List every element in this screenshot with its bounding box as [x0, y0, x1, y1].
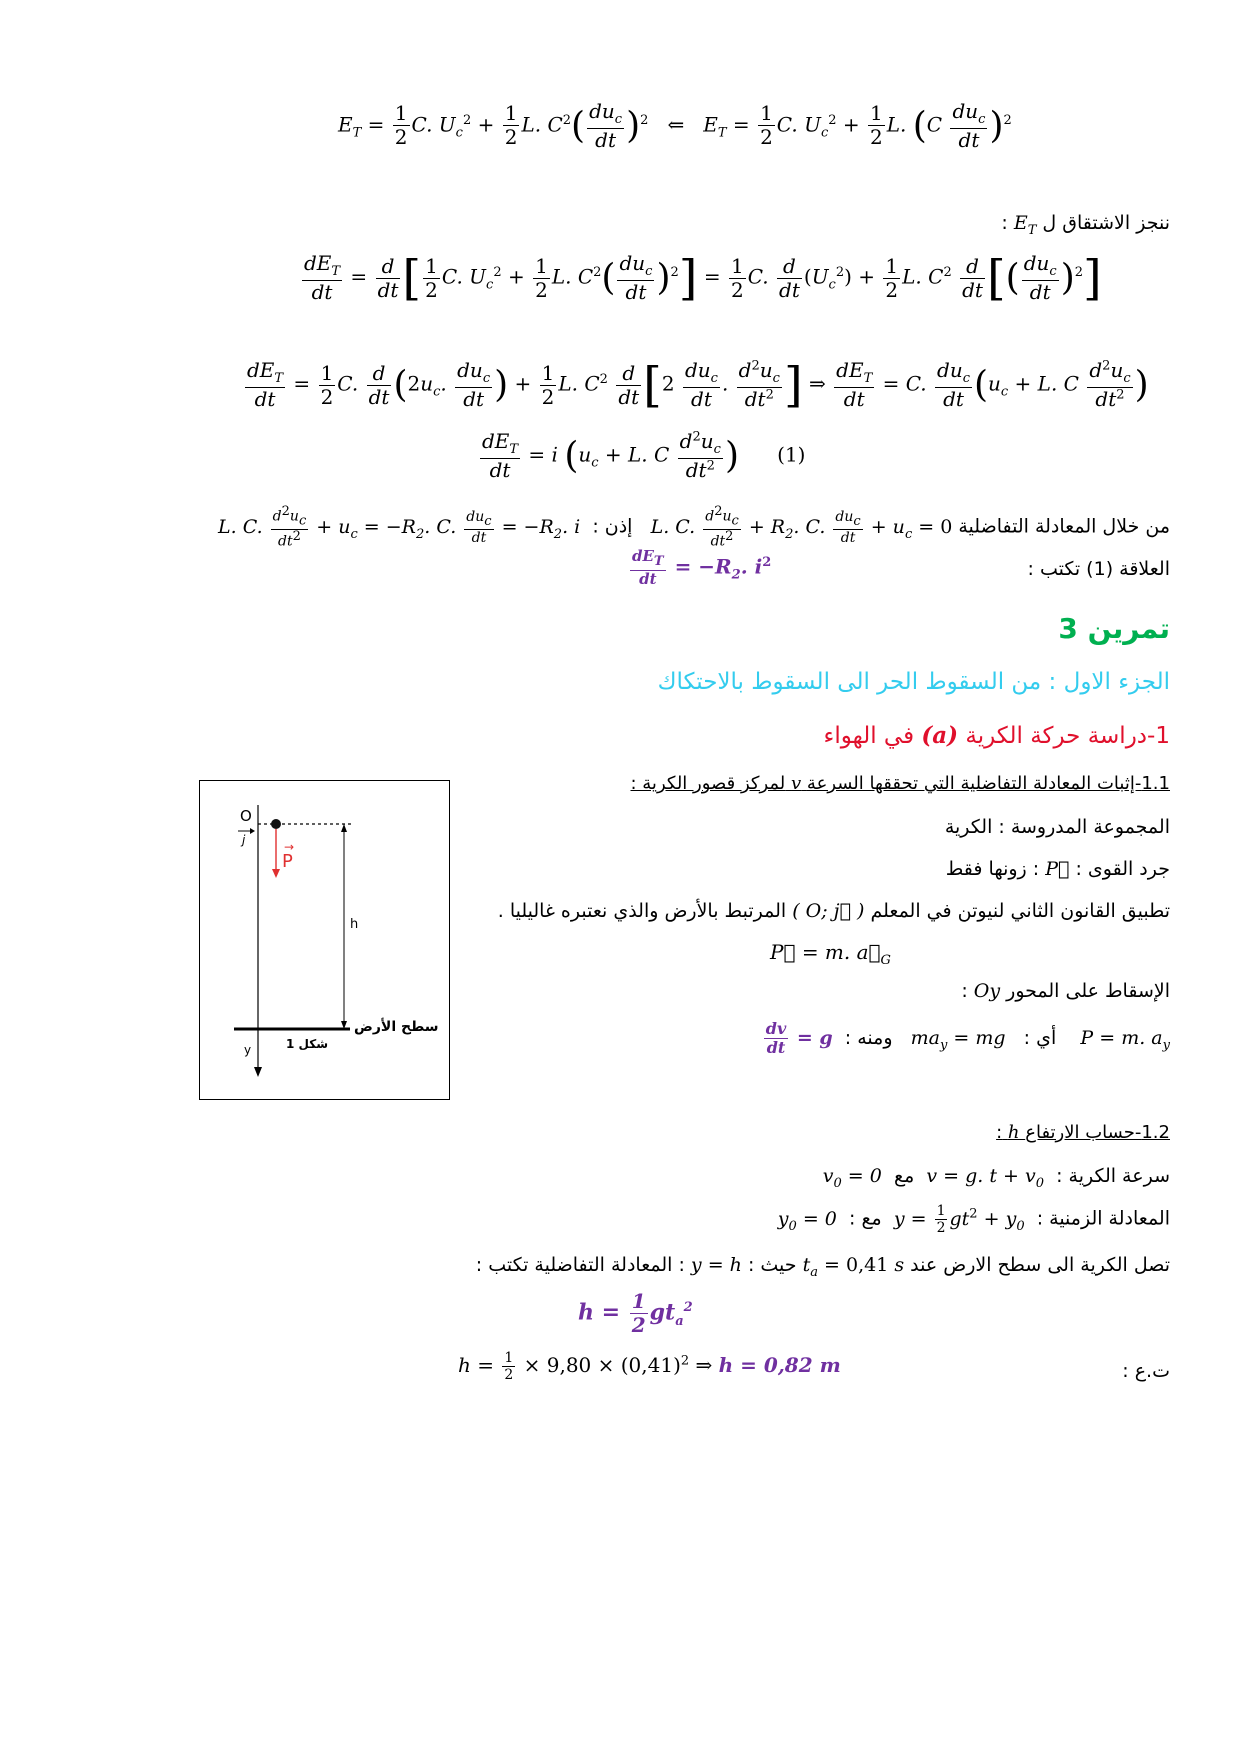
energy-loss-result: $\frac{dE_T}{dt}$ = $-R_2$. $i^2$	[632, 547, 772, 588]
exercise-title: تمرين 3	[1058, 612, 1170, 645]
equation-1-label: (1)	[777, 442, 806, 467]
subsection-1-2-title: 1.2-حساب الارتفاع h :	[996, 1122, 1170, 1143]
equation-1: $\frac{dE_T}{dt}$ = i ($u_c + L$. C $\frac{d^2u_c}{dt^2}$ ) (1)	[482, 429, 806, 482]
section-1-title: 1-دراسة حركة الكرية (a) في الهواء	[823, 722, 1170, 749]
implies-arrow: ⇐	[667, 112, 685, 137]
height-label: h	[350, 917, 359, 932]
energy-equation: $E_T$ = $\frac{1}{2}$ C. $U_c^2$ + $\frac{1}{2}$ L. $C^2$( $\frac{du_c}{dt}$ )$^2$ ⇐ $E_T$ = $\frac{1}{2}$ C. $U_c^2$ + $\frac{1}{2}$ L. (C $\frac{du_c}{dt}$ )$^2$	[338, 99, 1012, 152]
newton-vector-equation: P⃗ = m. $a⃗_G$	[770, 940, 891, 968]
numeric-label: ت.ع :	[1122, 1360, 1170, 1382]
weight-label: → P	[282, 840, 295, 872]
derivation-intro: ننجز الاشتقاق ل $E_T$ :	[1001, 212, 1170, 238]
figure-caption: شكل 1	[286, 1037, 329, 1051]
axis-y-label: y	[244, 1043, 252, 1057]
relation-line: العلاقة (1) تكتب :	[1027, 558, 1170, 580]
subsection-1-1-title: 1.1-إثبات المعادلة التفاضلية التي تحققها السرعة v لمركز قصور الكرية :	[630, 773, 1170, 794]
differential-equation-line: من خلال المعادلة التفاضلية L. C. $\frac{d^2u_c}{dt^2}$ + $R_2$. C. $\frac{du_c}{dt}$ + $u_c = 0$ إذن : L. C. $\frac{d^2u_c}{dt^2}$ + $u_c = -R_2$. C. $\frac{du_c}{dt}$ = $-R_2$. i	[218, 504, 1170, 551]
newton-line: تطبيق القانون الثاني لنيوتن في المعلم ( O; j⃗ ) المرتبط بالأرض والذي نعتبره غاليليا .	[497, 900, 1170, 922]
figure-1	[199, 780, 450, 1100]
free-fall-diagram	[200, 781, 449, 1099]
time-equation-line: المعادلة الزمنية : y = $\frac{1}{2}$ $gt^2 + y_0$ مع : $y_0 = 0$	[777, 1203, 1170, 1237]
velocity-line: سرعة الكرية : v = g. $t + v_0$ مع $v_0 = 0$	[822, 1165, 1170, 1191]
reach-ground-line: تصل الكرية الى سطح الارض عند $t_a = 0,41$ s حيث : y = h : المعادلة التفاضلية تكتب :	[475, 1254, 1170, 1280]
height-formula: h = $\frac{1}{2}$ $gt_a^2$	[578, 1289, 693, 1337]
ground-label: سطح الأرض	[354, 1019, 439, 1035]
derivative-equation-1: $\frac{dE_T}{dt}$ = $\frac{d}{dt}$ [ $\frac{1}{2}$ C. $U_c^2$ + $\frac{1}{2}$ L. $C^2$( $\frac{du_c}{dt}$ )$^2$] = $\frac{1}{2}$ C. $\frac{d}{dt}$ $(U_c^2)$ + $\frac{1}{2}$ L. $C^2$ $\frac{d}{dt}$ [( $\frac{du_c}{dt}$ )$^2$]	[304, 250, 1102, 306]
system-line: المجموعة المدروسة : الكرية	[944, 816, 1170, 838]
height-numeric-result: h = $\frac{1}{2}$ × $9,80 \times (0,41)^2$ ⇒ h = 0,82 m	[458, 1350, 841, 1384]
forces-line: جرد القوى : P⃗ : زونها فقط	[945, 858, 1170, 880]
projection-line: الإسقاط على المحور Oy :	[961, 980, 1170, 1002]
origin-label: O	[240, 807, 252, 825]
part-title: الجزء الاول : من السقوط الحر الى السقوط بالاحتكاك	[657, 669, 1170, 695]
derivative-equation-2: $\frac{dE_T}{dt}$ = $\frac{1}{2}$ C. $\frac{d}{dt}$ ($2u_c$. $\frac{du_c}{dt}$ ) + $\frac{1}{2}$ L. $C^2$ $\frac{d}{dt}$ [2 $\frac{du_c}{dt}$ . $\frac{d^2u_c}{dt^2}$ ] ⇒ $\frac{dE_T}{dt}$ = C. $\frac{du_c}{dt}$ ($u_c + L$. C $\frac{d^2u_c}{dt^2}$ )	[247, 357, 1149, 413]
projection-result-line: P = m. $a_y$ أي : $ma_y$ = mg ومنه : $\frac{dv}{dt}$ = g	[765, 1019, 1170, 1058]
unit-vector-label: j	[242, 833, 246, 847]
